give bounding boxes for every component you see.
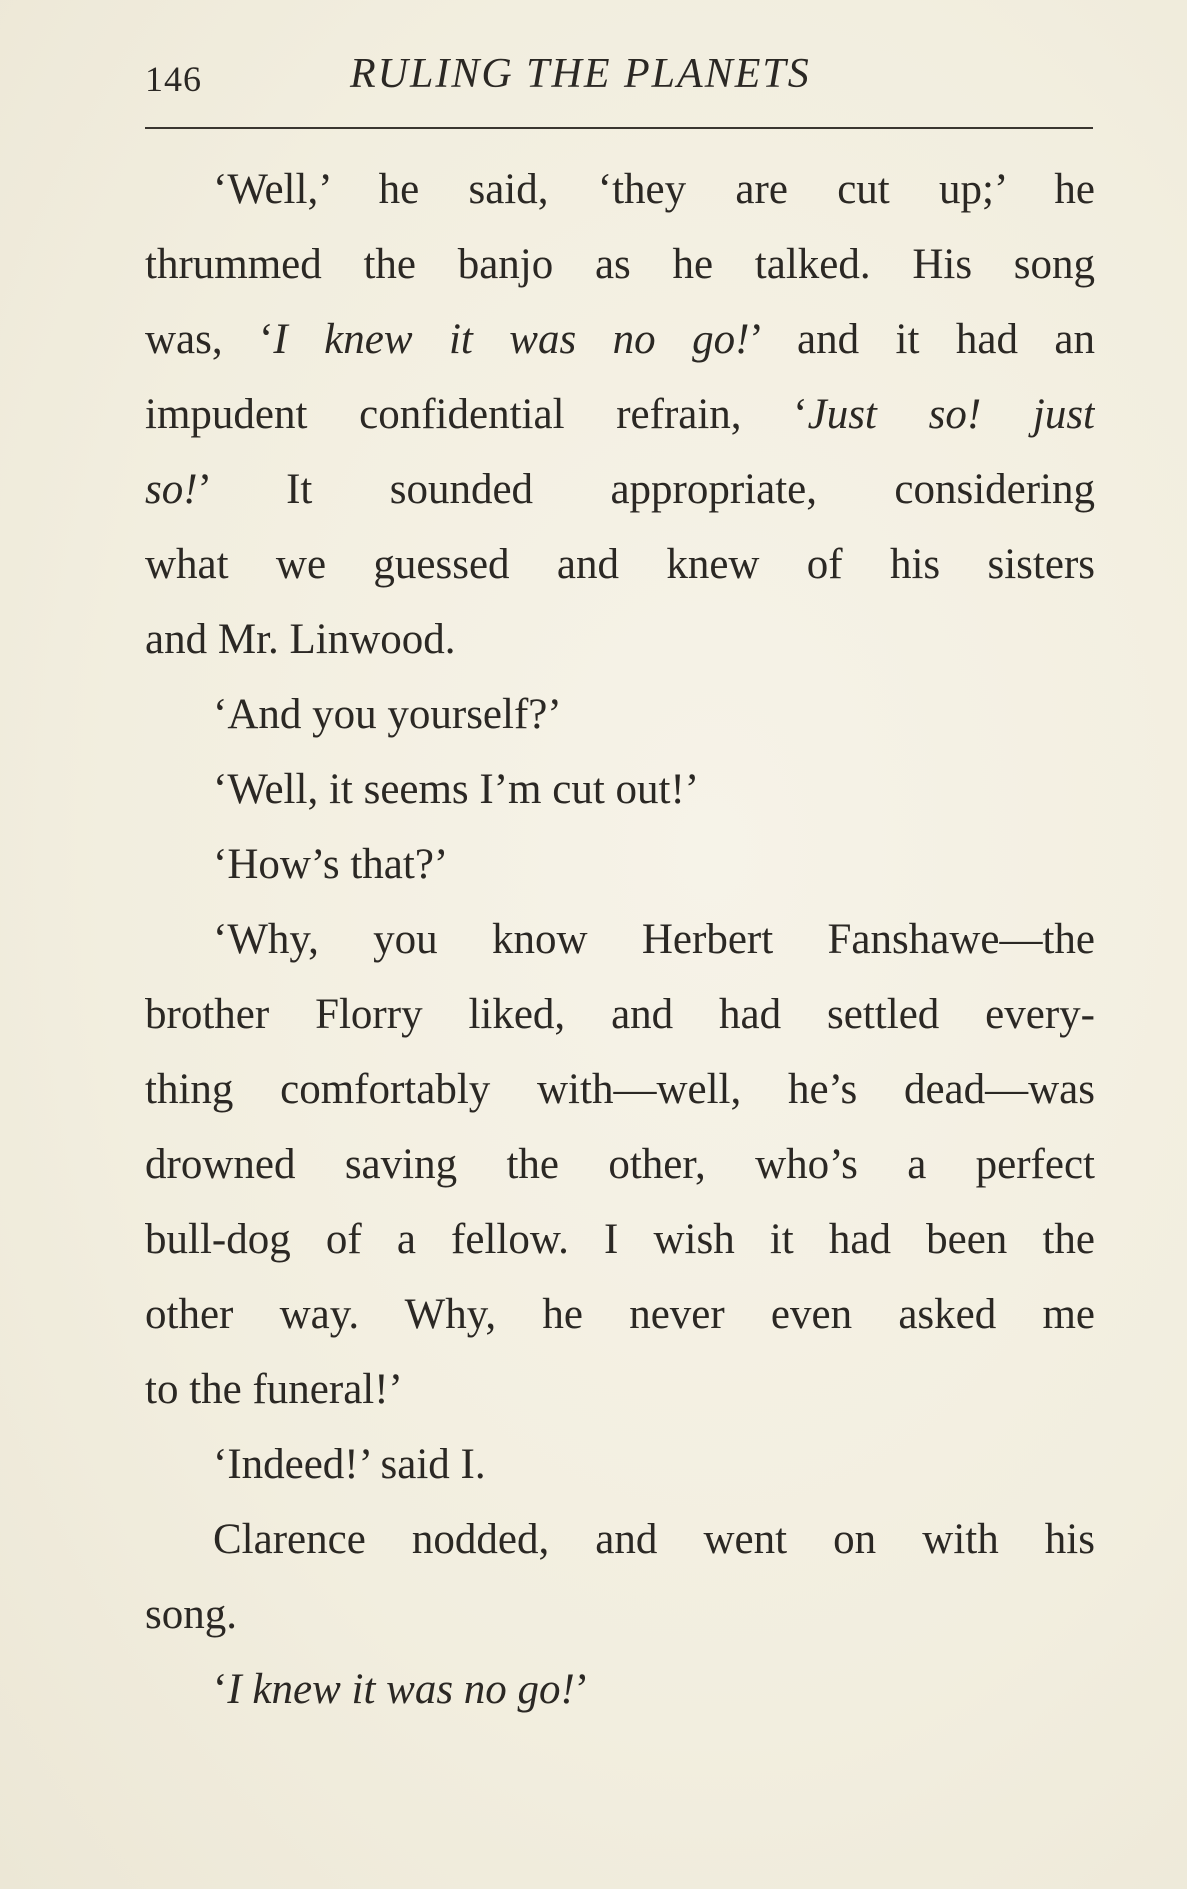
text-line: brother Florry liked, and had settled every- <box>145 991 1095 1038</box>
italic-text: Just so! just <box>807 391 1095 438</box>
text-line: other way. Why, he never even asked me <box>145 1291 1095 1338</box>
text-line: and Mr. Linwood. <box>145 616 456 663</box>
text-line: drowned saving the other, who’s a perfect <box>145 1141 1095 1188</box>
text-line: song. <box>145 1591 237 1638</box>
body-text <box>145 152 1095 1727</box>
text-line: ‘Well,’ he said, ‘they are cut up;’ he <box>213 166 1095 213</box>
text-line: ‘Indeed!’ said I. <box>213 1441 486 1488</box>
text-line: ‘Well, it seems I’m cut out!’ <box>213 766 700 813</box>
page-number: 146 <box>145 59 202 99</box>
text-line: ‘I knew it was no go!’ <box>213 1666 590 1713</box>
italic-text: so! <box>145 466 198 513</box>
text-line: thrummed the banjo as he talked. His song <box>145 241 1095 288</box>
text-line: was, ‘I knew it was no go!’ and it had an <box>145 316 1095 363</box>
text-line: ‘And you yourself?’ <box>213 691 562 738</box>
italic-text: I knew it was no go! <box>227 1666 575 1713</box>
page-header <box>145 50 1095 100</box>
text-line: Clarence nodded, and went on with his <box>213 1516 1095 1563</box>
header-rule <box>145 127 1093 129</box>
text-line: to the funeral!’ <box>145 1366 403 1413</box>
text-line: ‘How’s that?’ <box>213 841 449 888</box>
italic-text: I knew it was no go! <box>273 316 750 363</box>
text-line: what we guessed and knew of his sisters <box>145 541 1095 588</box>
running-title: RULING THE PLANETS <box>350 51 811 97</box>
text-line: bull-dog of a fellow. I wish it had been the <box>145 1216 1095 1263</box>
text-line: impudent confidential refrain, ‘Just so! just <box>145 391 1095 438</box>
text-line: ‘Why, you know Herbert Fanshawe—the <box>213 916 1095 963</box>
text-line: thing comfortably with—well, he’s dead—was <box>145 1066 1095 1113</box>
text-line: so!’ It sounded appropriate, considering <box>145 466 1095 513</box>
